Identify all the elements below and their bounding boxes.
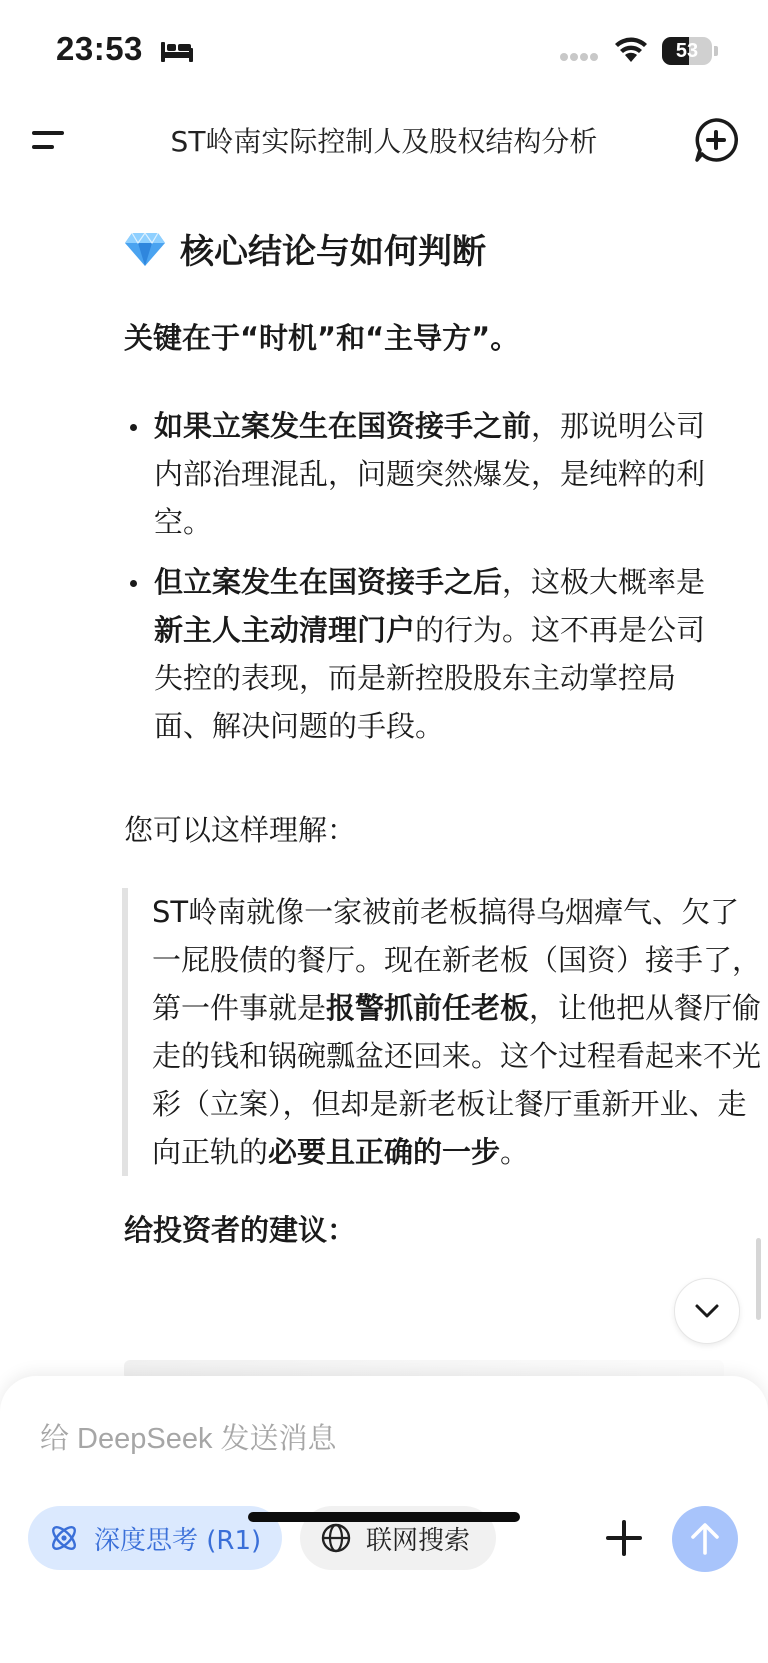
send-button[interactable] [672, 1506, 738, 1572]
list-item [124, 402, 724, 546]
gem-icon [124, 231, 166, 267]
bed-icon [160, 38, 194, 64]
bullet-list [124, 402, 724, 762]
bullet-bold: 如果立案发生在国资接手之前 [154, 409, 532, 443]
quote-bold-1: 报警抓前任老板 [326, 991, 530, 1025]
message-input[interactable] [40, 1414, 600, 1464]
signal-icon [560, 52, 600, 62]
status-time: 23:53 [56, 30, 143, 67]
bullet-dot [130, 580, 137, 587]
section-heading [124, 224, 486, 273]
battery-icon [662, 37, 712, 65]
home-indicator[interactable] [248, 1512, 520, 1522]
key-point: 关键在于“时机”和“主导方”。 [124, 321, 520, 355]
atom-icon [48, 1522, 80, 1554]
scrollbar[interactable] [756, 1238, 761, 1320]
battery-level: 53 [675, 40, 699, 62]
section-heading-text: 核心结论与如何判断 [180, 232, 486, 272]
quote-text-3: 。 [500, 1135, 530, 1169]
bullet-text: ，那说明公司内部治理混乱，问题突然爆发，是纯粹的利空。 [154, 409, 706, 539]
deep-think-button[interactable] [28, 1506, 282, 1570]
battery-cap [714, 46, 718, 56]
web-search-label: 联网搜索 [366, 1525, 471, 1556]
bullet-dot [130, 424, 137, 431]
chat-header [0, 100, 768, 180]
deep-think-label: 深度思考 (R1) [94, 1525, 262, 1556]
globe-icon [320, 1522, 352, 1554]
bullet-bold: 但立案发生在国资接手之后 [154, 565, 503, 599]
scroll-down-button[interactable] [674, 1278, 740, 1344]
menu-icon[interactable] [26, 118, 70, 162]
chevron-down-icon [694, 1303, 720, 1319]
quote-text-1: ST岭南就像一家被前老板搞得乌烟瘴气、欠了一屁股债的餐厅。现在新老板（国资）接手了，第一件事就是 [152, 895, 762, 1025]
quote-bold-2: 必要且正确的一步 [268, 1135, 501, 1169]
arrow-up-icon [689, 1521, 721, 1557]
page-title: ST岭南实际控制人及股权结构分析 [170, 125, 598, 158]
understand-text: 您可以这样理解： [124, 813, 357, 847]
message-content [0, 180, 768, 1380]
status-bar [0, 0, 768, 100]
bullet-text-2: 的行为。这不再是公司失控的表现，而是新控股股东主动掌控局面、解决问题的手段。 [154, 613, 706, 743]
advice-heading: 给投资者的建议： [124, 1213, 357, 1247]
list-item [124, 558, 724, 750]
new-chat-icon[interactable] [692, 116, 740, 164]
quote-text-2: ，让他把从餐厅偷走的钱和锅碗瓢盆还回来。这个过程看起来不光彩（立案），但却是新老板让餐厅重新开业、走向正轨的 [152, 991, 762, 1169]
plus-icon[interactable] [600, 1514, 648, 1562]
wifi-icon [614, 36, 648, 64]
blockquote [122, 888, 764, 1176]
bullet-bold-2: 新主人主动清理门户 [154, 613, 416, 647]
bullet-text: ，这极大概率是 [502, 565, 706, 599]
